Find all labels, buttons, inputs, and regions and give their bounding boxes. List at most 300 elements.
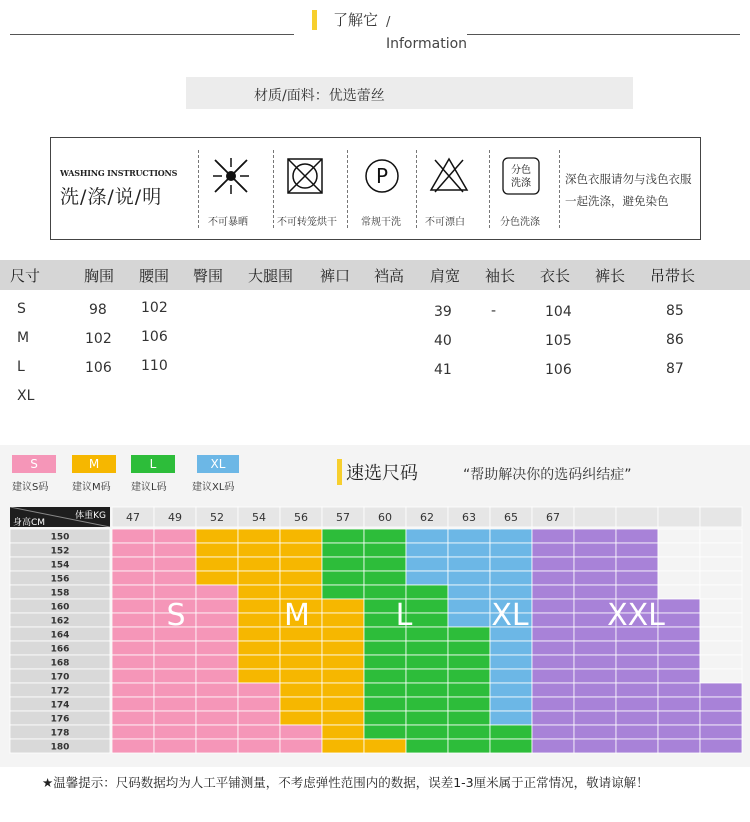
height-label: 158 (50, 588, 70, 599)
size-cell: 104 (545, 304, 572, 320)
size-grid-cell (490, 585, 532, 599)
size-grid-cell (490, 739, 532, 753)
size-grid-cell (448, 739, 490, 753)
height-label: 172 (50, 686, 70, 697)
size-grid-cell (532, 613, 574, 627)
washing-divider (198, 150, 199, 228)
size-grid-cell (406, 683, 448, 697)
size-grid-cell (112, 725, 154, 739)
size-grid-cell (700, 571, 742, 585)
size-grid-cell (196, 627, 238, 641)
size-header-cell: 裤长 (595, 267, 626, 285)
size-badge-s: S (12, 455, 56, 473)
size-grid-cell (364, 543, 406, 557)
size-grid-cell (700, 669, 742, 683)
size-grid-cell (532, 739, 574, 753)
washing-title-cn: 洗/涤/说/明 (60, 186, 163, 208)
size-grid-cell (280, 571, 322, 585)
size-grid-cell (406, 641, 448, 655)
size-cell: L (17, 359, 25, 375)
size-grid-cell (448, 683, 490, 697)
size-grid-cell (658, 655, 700, 669)
weight-label: 57 (336, 511, 350, 524)
size-grid-cell (574, 739, 616, 753)
size-grid-cell (574, 641, 616, 655)
washing-note: 深色衣服请勿与浅色衣服一起洗涤，避免染色 (565, 172, 692, 208)
size-grid-cell (238, 599, 280, 613)
size-grid-cell (406, 669, 448, 683)
size-grid-cell (448, 557, 490, 571)
size-grid-cell (448, 613, 490, 627)
no-sun-icon (209, 154, 253, 198)
size-grid-cell (532, 529, 574, 543)
size-grid-cell (196, 655, 238, 669)
size-grid-cell (112, 697, 154, 711)
size-grid-cell (364, 683, 406, 697)
washing-divider (347, 150, 348, 228)
size-cell: 41 (434, 362, 452, 378)
size-grid-cell (616, 543, 658, 557)
size-grid-cell (532, 543, 574, 557)
size-grid-cell (700, 627, 742, 641)
corner-weight-label: 体重KG (75, 511, 106, 521)
size-grid-cell (280, 529, 322, 543)
size-grid-cell (364, 669, 406, 683)
size-grid-cell (616, 529, 658, 543)
size-grid-cell (238, 585, 280, 599)
size-zone-label: XXL (607, 598, 665, 633)
size-grid-cell (658, 571, 700, 585)
size-grid-cell (448, 543, 490, 557)
weight-label: 65 (504, 511, 518, 524)
size-grid-cell (658, 585, 700, 599)
size-grid-cell (490, 529, 532, 543)
size-grid-cell (322, 529, 364, 543)
size-grid-cell (364, 585, 406, 599)
size-grid-cell (154, 641, 196, 655)
size-cell: 39 (434, 304, 452, 320)
size-grid-cell (532, 557, 574, 571)
size-grid-cell (196, 613, 238, 627)
size-grid-cell (112, 669, 154, 683)
size-grid-cell (700, 711, 742, 725)
washing-label: 不可暴晒 (208, 217, 248, 228)
dry-clean-icon (360, 154, 404, 198)
notice-text: ★温馨提示：尺码数据均为人工平铺测量，不考虑弹性范围内的数据，误差1-3厘米属于正常情况，敬请谅解！ (42, 775, 649, 790)
size-cell: 98 (89, 302, 107, 318)
size-grid-cell (196, 543, 238, 557)
size-grid (0, 445, 750, 767)
size-grid-cell (490, 725, 532, 739)
size-grid-cell (700, 655, 742, 669)
size-grid-cell (238, 655, 280, 669)
size-grid-cell (532, 599, 574, 613)
size-grid-cell (322, 725, 364, 739)
quick-size-selector (0, 445, 750, 767)
size-grid-cell (322, 669, 364, 683)
size-grid-cell (658, 641, 700, 655)
size-badge-label: 建议XL码 (192, 482, 235, 493)
size-grid-cell (280, 543, 322, 557)
weight-label: 63 (462, 511, 476, 524)
washing-title-en: WASHING INSTRUCTIONS (60, 168, 178, 178)
header-accent-bar (312, 10, 317, 30)
size-grid-cell (280, 697, 322, 711)
size-grid-cell (700, 585, 742, 599)
size-grid-cell (490, 711, 532, 725)
size-header-cell: 尺寸 (10, 267, 41, 285)
size-grid-cell (112, 543, 154, 557)
size-grid-cell (322, 697, 364, 711)
size-grid-cell (406, 557, 448, 571)
size-grid-cell (364, 655, 406, 669)
size-cell: 40 (434, 333, 452, 349)
size-cell: XL (17, 388, 35, 404)
size-grid-cell (364, 557, 406, 571)
size-grid-cell (238, 557, 280, 571)
size-grid-cell (196, 711, 238, 725)
height-label: 162 (50, 616, 70, 627)
size-grid-cell (112, 627, 154, 641)
size-cell: - (491, 303, 497, 319)
size-grid-cell (658, 725, 700, 739)
size-grid-cell (574, 711, 616, 725)
notice-bar (0, 767, 750, 807)
washing-divider (489, 150, 490, 228)
size-header-cell: 衣长 (540, 267, 571, 285)
material-banner (186, 77, 633, 109)
size-header-cell: 腰围 (139, 267, 170, 285)
size-cell: 105 (545, 333, 572, 349)
size-cell: 110 (141, 358, 168, 374)
washing-divider (416, 150, 417, 228)
size-grid-cell (448, 655, 490, 669)
height-label: 180 (50, 742, 70, 753)
size-grid-cell (112, 739, 154, 753)
header-slash: / (386, 15, 391, 30)
size-grid-cell (616, 697, 658, 711)
size-grid-cell (532, 669, 574, 683)
size-cell: 86 (666, 332, 684, 348)
size-grid-cell (364, 571, 406, 585)
size-grid-cell (658, 557, 700, 571)
material-text: 材质/面料：优选蕾丝 (254, 88, 385, 104)
size-grid-cell (322, 711, 364, 725)
height-label: 166 (50, 644, 70, 655)
size-grid-cell (532, 641, 574, 655)
size-grid-cell (112, 641, 154, 655)
size-grid-cell (490, 557, 532, 571)
size-grid-cell (322, 613, 364, 627)
size-grid-cell (574, 725, 616, 739)
size-grid-cell (280, 669, 322, 683)
weight-label: 56 (294, 511, 308, 524)
height-label: 170 (50, 672, 70, 683)
size-grid-cell (574, 683, 616, 697)
size-badge-label: 建议L码 (131, 482, 167, 493)
size-grid-cell (406, 725, 448, 739)
size-grid-cell (406, 739, 448, 753)
size-grid-cell (490, 655, 532, 669)
quick-select-title: 速选尺码 (346, 463, 418, 484)
size-grid-cell (700, 529, 742, 543)
size-grid-cell (364, 739, 406, 753)
size-grid-cell (196, 571, 238, 585)
size-grid-cell (448, 641, 490, 655)
washing-divider (559, 150, 560, 228)
size-grid-cell (280, 585, 322, 599)
size-zone-label: S (166, 598, 186, 633)
height-label: 164 (50, 630, 70, 641)
size-grid-cell (112, 711, 154, 725)
dry-clean-glyph: P (375, 164, 389, 188)
size-grid-cell (700, 613, 742, 627)
size-badge-m: M (72, 455, 116, 473)
size-grid-cell (154, 683, 196, 697)
size-grid-cell (616, 571, 658, 585)
size-badge-xl: XL (197, 455, 239, 473)
size-grid-cell (490, 669, 532, 683)
size-grid-cell (490, 543, 532, 557)
size-grid-cell (154, 585, 196, 599)
washing-label: 分色洗涤 (500, 217, 540, 228)
weight-label: 49 (168, 511, 182, 524)
separate-wash-icon (499, 154, 543, 198)
no-bleach-icon (427, 154, 471, 198)
height-label: 168 (50, 658, 70, 669)
size-zone-label: XL (491, 598, 529, 633)
size-grid-cell (406, 529, 448, 543)
size-grid-cell (154, 697, 196, 711)
size-grid-cell (238, 613, 280, 627)
size-grid-cell (112, 571, 154, 585)
separate-wash-glyph-line1: 分色 (511, 165, 531, 176)
size-grid-cell (322, 557, 364, 571)
size-grid-cell (406, 571, 448, 585)
size-grid-cell (238, 697, 280, 711)
size-grid-cell (616, 739, 658, 753)
size-grid-cell (616, 557, 658, 571)
size-grid-cell (448, 529, 490, 543)
weight-label: 60 (378, 511, 392, 524)
size-grid-cell (532, 585, 574, 599)
height-label: 152 (50, 546, 70, 557)
size-grid-cell (406, 697, 448, 711)
size-grid-cell (154, 669, 196, 683)
size-grid-cell (532, 697, 574, 711)
size-grid-cell (658, 669, 700, 683)
size-grid-cell (532, 711, 574, 725)
washing-instructions-box (50, 137, 701, 240)
size-grid-cell (238, 711, 280, 725)
size-grid-cell (196, 725, 238, 739)
size-grid-cell (112, 683, 154, 697)
washing-label: 不可转笼烘干 (277, 217, 337, 228)
header-title-en: Information (386, 36, 468, 52)
size-badge-label: 建议M码 (72, 482, 111, 493)
size-grid-cell (112, 599, 154, 613)
size-grid-cell (700, 641, 742, 655)
corner-height-label: 身高CM (13, 518, 46, 527)
washing-label: 不可漂白 (425, 217, 465, 228)
size-grid-cell (616, 585, 658, 599)
size-header-cell: 吊带长 (650, 267, 696, 285)
weight-header-cell (574, 507, 616, 527)
size-grid-cell (616, 669, 658, 683)
size-grid-cell (112, 655, 154, 669)
size-grid-cell (700, 739, 742, 753)
size-grid-cell (490, 641, 532, 655)
size-header-cell: 裆高 (374, 267, 405, 285)
height-label: 160 (50, 602, 70, 613)
size-grid-cell (700, 599, 742, 613)
size-grid-cell (364, 529, 406, 543)
size-grid-cell (238, 627, 280, 641)
weight-label: 62 (420, 511, 434, 524)
separate-wash-glyph-line2: 洗涤 (511, 178, 531, 189)
size-grid-cell (490, 697, 532, 711)
size-grid-cell (238, 683, 280, 697)
size-header-cell: 大腿围 (248, 267, 294, 285)
size-zone-label: L (395, 598, 413, 633)
size-grid-cell (448, 571, 490, 585)
size-grid-cell (448, 585, 490, 599)
size-cell: 102 (141, 300, 168, 316)
height-label: 156 (50, 574, 70, 585)
size-grid-cell (490, 683, 532, 697)
size-cell: S (17, 301, 26, 317)
size-grid-cell (616, 641, 658, 655)
header-divider-right (467, 34, 740, 35)
size-grid-cell (238, 669, 280, 683)
size-cell: 85 (666, 303, 684, 319)
size-cell: 87 (666, 361, 684, 377)
size-grid-cell (154, 711, 196, 725)
size-grid-cell (406, 655, 448, 669)
weight-header-cell (616, 507, 658, 527)
size-grid-cell (196, 641, 238, 655)
weight-label: 47 (126, 511, 140, 524)
size-cell: 106 (141, 329, 168, 345)
size-grid-cell (196, 739, 238, 753)
size-grid-cell (280, 641, 322, 655)
size-grid-cell (658, 739, 700, 753)
size-grid-cell (196, 529, 238, 543)
size-grid-cell (322, 571, 364, 585)
size-grid-cell (112, 557, 154, 571)
size-grid-cell (322, 655, 364, 669)
size-grid-cell (196, 599, 238, 613)
size-grid-cell (238, 571, 280, 585)
size-grid-cell (280, 683, 322, 697)
size-grid-cell (658, 697, 700, 711)
size-grid-cell (658, 529, 700, 543)
height-label: 154 (50, 560, 70, 571)
size-grid-cell (406, 543, 448, 557)
size-grid-cell (322, 641, 364, 655)
size-grid-cell (574, 697, 616, 711)
size-grid-cell (616, 655, 658, 669)
size-header-cell: 臀围 (193, 267, 224, 285)
size-grid-cell (154, 739, 196, 753)
size-grid-cell (322, 599, 364, 613)
size-grid-cell (280, 655, 322, 669)
size-grid-cell (616, 683, 658, 697)
size-grid-cell (616, 725, 658, 739)
size-grid-cell (154, 529, 196, 543)
size-grid-cell (154, 655, 196, 669)
size-grid-cell (574, 669, 616, 683)
size-grid-cell (238, 543, 280, 557)
size-grid-cell (238, 641, 280, 655)
size-grid-cell (448, 669, 490, 683)
size-grid-cell (322, 543, 364, 557)
size-grid-cell (700, 683, 742, 697)
height-label: 176 (50, 714, 70, 725)
size-grid-cell (700, 725, 742, 739)
size-grid-cell (238, 725, 280, 739)
size-grid-cell (238, 739, 280, 753)
weight-header-cell (658, 507, 700, 527)
size-grid-cell (196, 683, 238, 697)
size-grid-cell (112, 529, 154, 543)
weight-header-cell (700, 507, 742, 527)
size-grid-cell (532, 627, 574, 641)
size-grid-cell (658, 683, 700, 697)
size-grid-cell (406, 585, 448, 599)
size-grid-cell (700, 543, 742, 557)
size-grid-cell (196, 697, 238, 711)
size-zone-label: M (284, 598, 310, 633)
height-label: 150 (50, 532, 70, 543)
height-label: 174 (50, 700, 70, 711)
size-grid-cell (448, 627, 490, 641)
size-grid-cell (658, 543, 700, 557)
size-grid-cell (448, 711, 490, 725)
size-grid-cell (280, 557, 322, 571)
size-grid-cell (322, 683, 364, 697)
size-grid-cell (322, 627, 364, 641)
size-grid-cell (574, 543, 616, 557)
weight-label: 67 (546, 511, 560, 524)
size-grid-cell (406, 711, 448, 725)
size-grid-cell (700, 557, 742, 571)
size-table-header (0, 260, 750, 290)
size-grid-cell (238, 529, 280, 543)
header-divider-left (10, 34, 294, 35)
size-grid-cell (112, 613, 154, 627)
size-grid-cell (154, 557, 196, 571)
size-grid-cell (196, 669, 238, 683)
size-grid-cell (574, 655, 616, 669)
no-tumble-dry-icon (283, 154, 327, 198)
size-grid-cell (280, 725, 322, 739)
size-grid-cell (196, 557, 238, 571)
size-grid-cell (532, 571, 574, 585)
size-grid-cell (154, 571, 196, 585)
size-cell: M (17, 330, 30, 346)
header-title-cn: 了解它 (333, 11, 379, 29)
size-badge-l: L (131, 455, 175, 473)
size-cell: 102 (85, 331, 112, 347)
size-badge-label: 建议S码 (12, 482, 49, 493)
size-grid-cell (532, 655, 574, 669)
size-cell: 106 (545, 362, 572, 378)
size-grid-cell (574, 557, 616, 571)
size-grid-cell (364, 711, 406, 725)
size-grid-cell (196, 585, 238, 599)
size-grid-cell (322, 739, 364, 753)
